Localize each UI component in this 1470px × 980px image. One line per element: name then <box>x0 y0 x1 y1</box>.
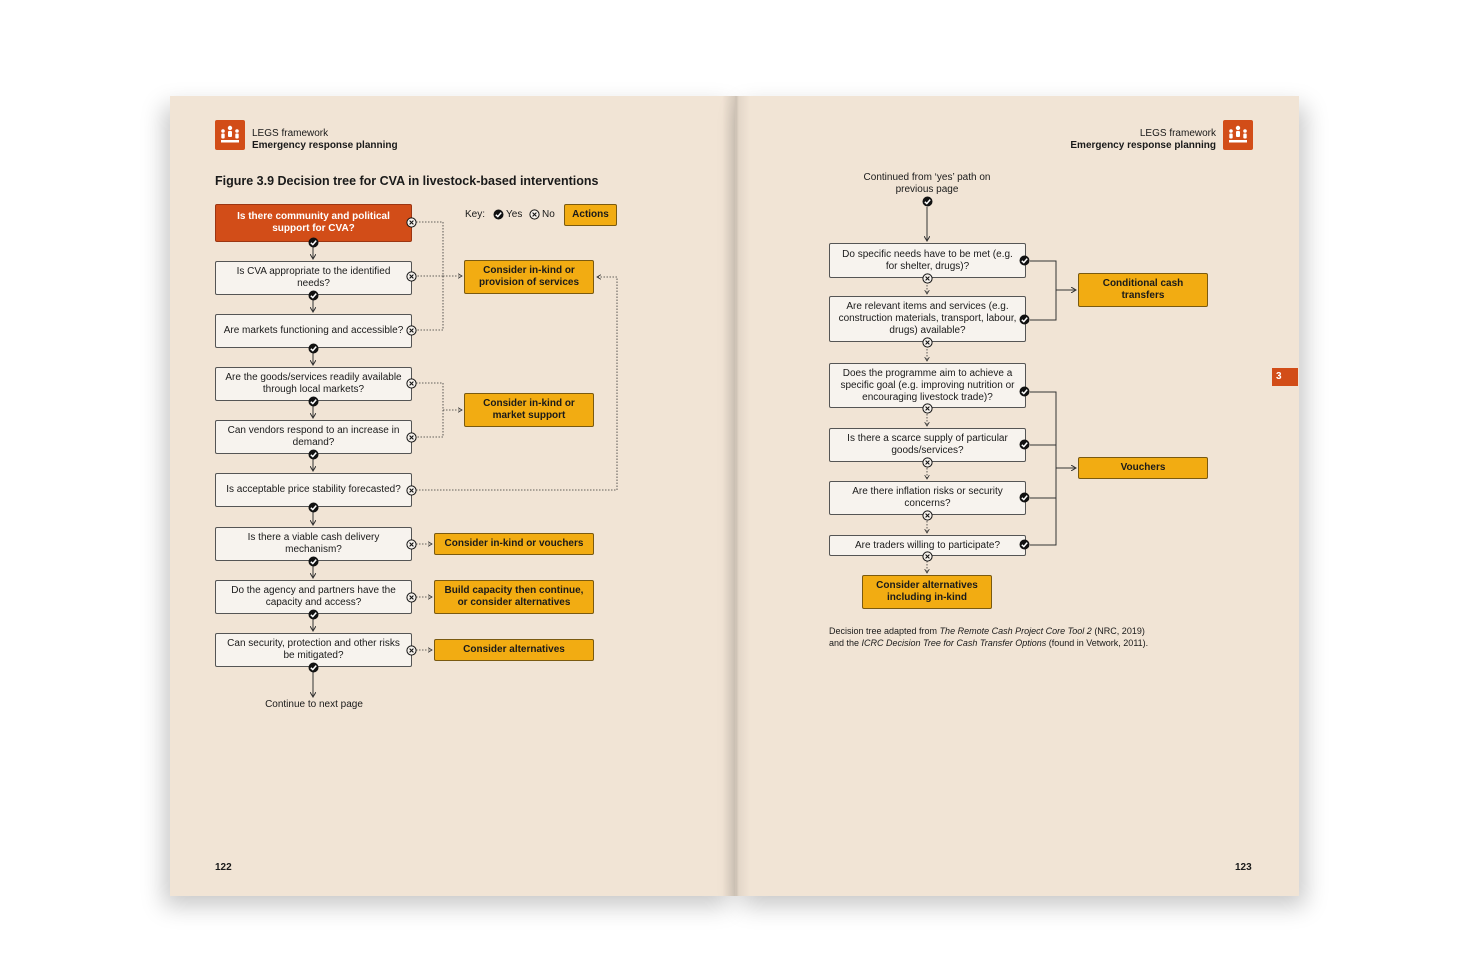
yes-check-icon <box>1019 386 1030 397</box>
question-cash-delivery: Is there a viable cash delivery mechanism? <box>215 527 412 561</box>
source-note-line-2: and the ICRC Decision Tree for Cash Transfer Options (found in Vetwork, 2011). <box>829 638 1149 648</box>
action-alternatives-in-kind: Consider alternatives including in-kind <box>862 575 992 609</box>
yes-check-icon <box>308 449 319 460</box>
yes-check-icon <box>1019 439 1030 450</box>
yes-check-icon <box>308 396 319 407</box>
yes-check-icon <box>308 609 319 620</box>
continued-from-text: Continued from ‘yes’ path on previous page <box>863 172 991 195</box>
header-subtitle: Emergency response planning <box>1070 140 1216 151</box>
no-cross-icon <box>406 217 417 228</box>
no-cross-icon <box>922 457 933 468</box>
yes-check-icon <box>308 662 319 673</box>
question-vendors-respond: Can vendors respond to an increase in demand? <box>215 420 412 454</box>
no-cross-icon <box>922 337 933 348</box>
page-number-left: 122 <box>215 862 232 873</box>
question-price-stability: Is acceptable price stability forecasted? <box>215 473 412 507</box>
no-cross-icon <box>922 510 933 521</box>
action-conditional-cash: Conditional cash transfers <box>1078 273 1208 307</box>
question-traders-willing: Are traders willing to participate? <box>829 535 1026 556</box>
yes-check-icon <box>308 290 319 301</box>
question-specific-needs: Do specific needs have to be met (e.g. for shelter, drugs)? <box>829 243 1026 278</box>
action-in-kind-vouchers: Consider in-kind or vouchers <box>434 533 594 555</box>
no-cross-icon <box>922 551 933 562</box>
question-specific-goal: Does the programme aim to achieve a specific goal (e.g. improving nutrition or encouraging livestock trade)? <box>829 363 1026 408</box>
yes-check-icon <box>308 502 319 513</box>
action-in-kind-market-support: Consider in-kind or market support <box>464 393 594 427</box>
yes-check-icon <box>1019 539 1030 550</box>
question-scarce-supply: Is there a scarce supply of particular goods/services? <box>829 428 1026 462</box>
no-cross-icon <box>406 378 417 389</box>
no-cross-icon <box>922 273 933 284</box>
chapter-tab: 3 <box>1272 368 1298 386</box>
key-no: No <box>542 209 555 220</box>
no-cross-icon <box>406 485 417 496</box>
question-security-risks: Can security, protection and other risks be mitigated? <box>215 633 412 667</box>
question-cva-appropriate: Is CVA appropriate to the identified needs? <box>215 261 412 295</box>
question-markets-functioning: Are markets functioning and accessible? <box>215 314 412 348</box>
source-note-line-1: Decision tree adapted from The Remote Cash Project Core Tool 2 (NRC, 2019) <box>829 626 1145 636</box>
no-cross-icon <box>406 539 417 550</box>
action-build-capacity: Build capacity then continue, or consider alternatives <box>434 580 594 614</box>
no-cross-icon <box>406 592 417 603</box>
action-consider-alternatives: Consider alternatives <box>434 639 594 661</box>
header-subtitle: Emergency response planning <box>252 140 398 151</box>
yes-check-icon <box>1019 492 1030 503</box>
yes-check-icon <box>308 556 319 567</box>
header-title: LEGS framework <box>1139 128 1216 139</box>
page-number-right: 123 <box>1235 862 1252 873</box>
question-community-support: Is there community and political support for CVA? <box>215 204 412 242</box>
no-cross-icon <box>922 403 933 414</box>
key-actions: Actions <box>564 204 617 226</box>
yes-check-icon <box>1019 255 1030 266</box>
question-items-available: Are relevant items and services (e.g. construction materials, transport, labour, drugs) available? <box>829 296 1026 342</box>
figure-title: Figure 3.9 Decision tree for CVA in livestock-based interventions <box>215 174 599 188</box>
no-cross-icon <box>406 432 417 443</box>
key-yes: Yes <box>506 209 523 220</box>
action-in-kind-services: Consider in-kind or provision of services <box>464 260 594 294</box>
yes-check-icon <box>1019 314 1030 325</box>
question-goods-available: Are the goods/services readily available through local markets? <box>215 367 412 401</box>
yes-check-icon <box>308 343 319 354</box>
key-label: Key: <box>465 209 486 220</box>
action-vouchers: Vouchers <box>1078 457 1208 479</box>
header-title: LEGS framework <box>252 128 329 139</box>
source-note <box>829 625 1189 649</box>
yes-check-icon <box>922 196 933 207</box>
yes-check-icon <box>308 237 319 248</box>
no-cross-icon <box>406 325 417 336</box>
question-agency-capacity: Do the agency and partners have the capacity and access? <box>215 580 412 614</box>
no-cross-icon <box>406 271 417 282</box>
question-inflation-risks: Are there inflation risks or security concerns? <box>829 481 1026 515</box>
no-cross-icon <box>406 645 417 656</box>
continue-next-page: Continue to next page <box>265 699 363 710</box>
